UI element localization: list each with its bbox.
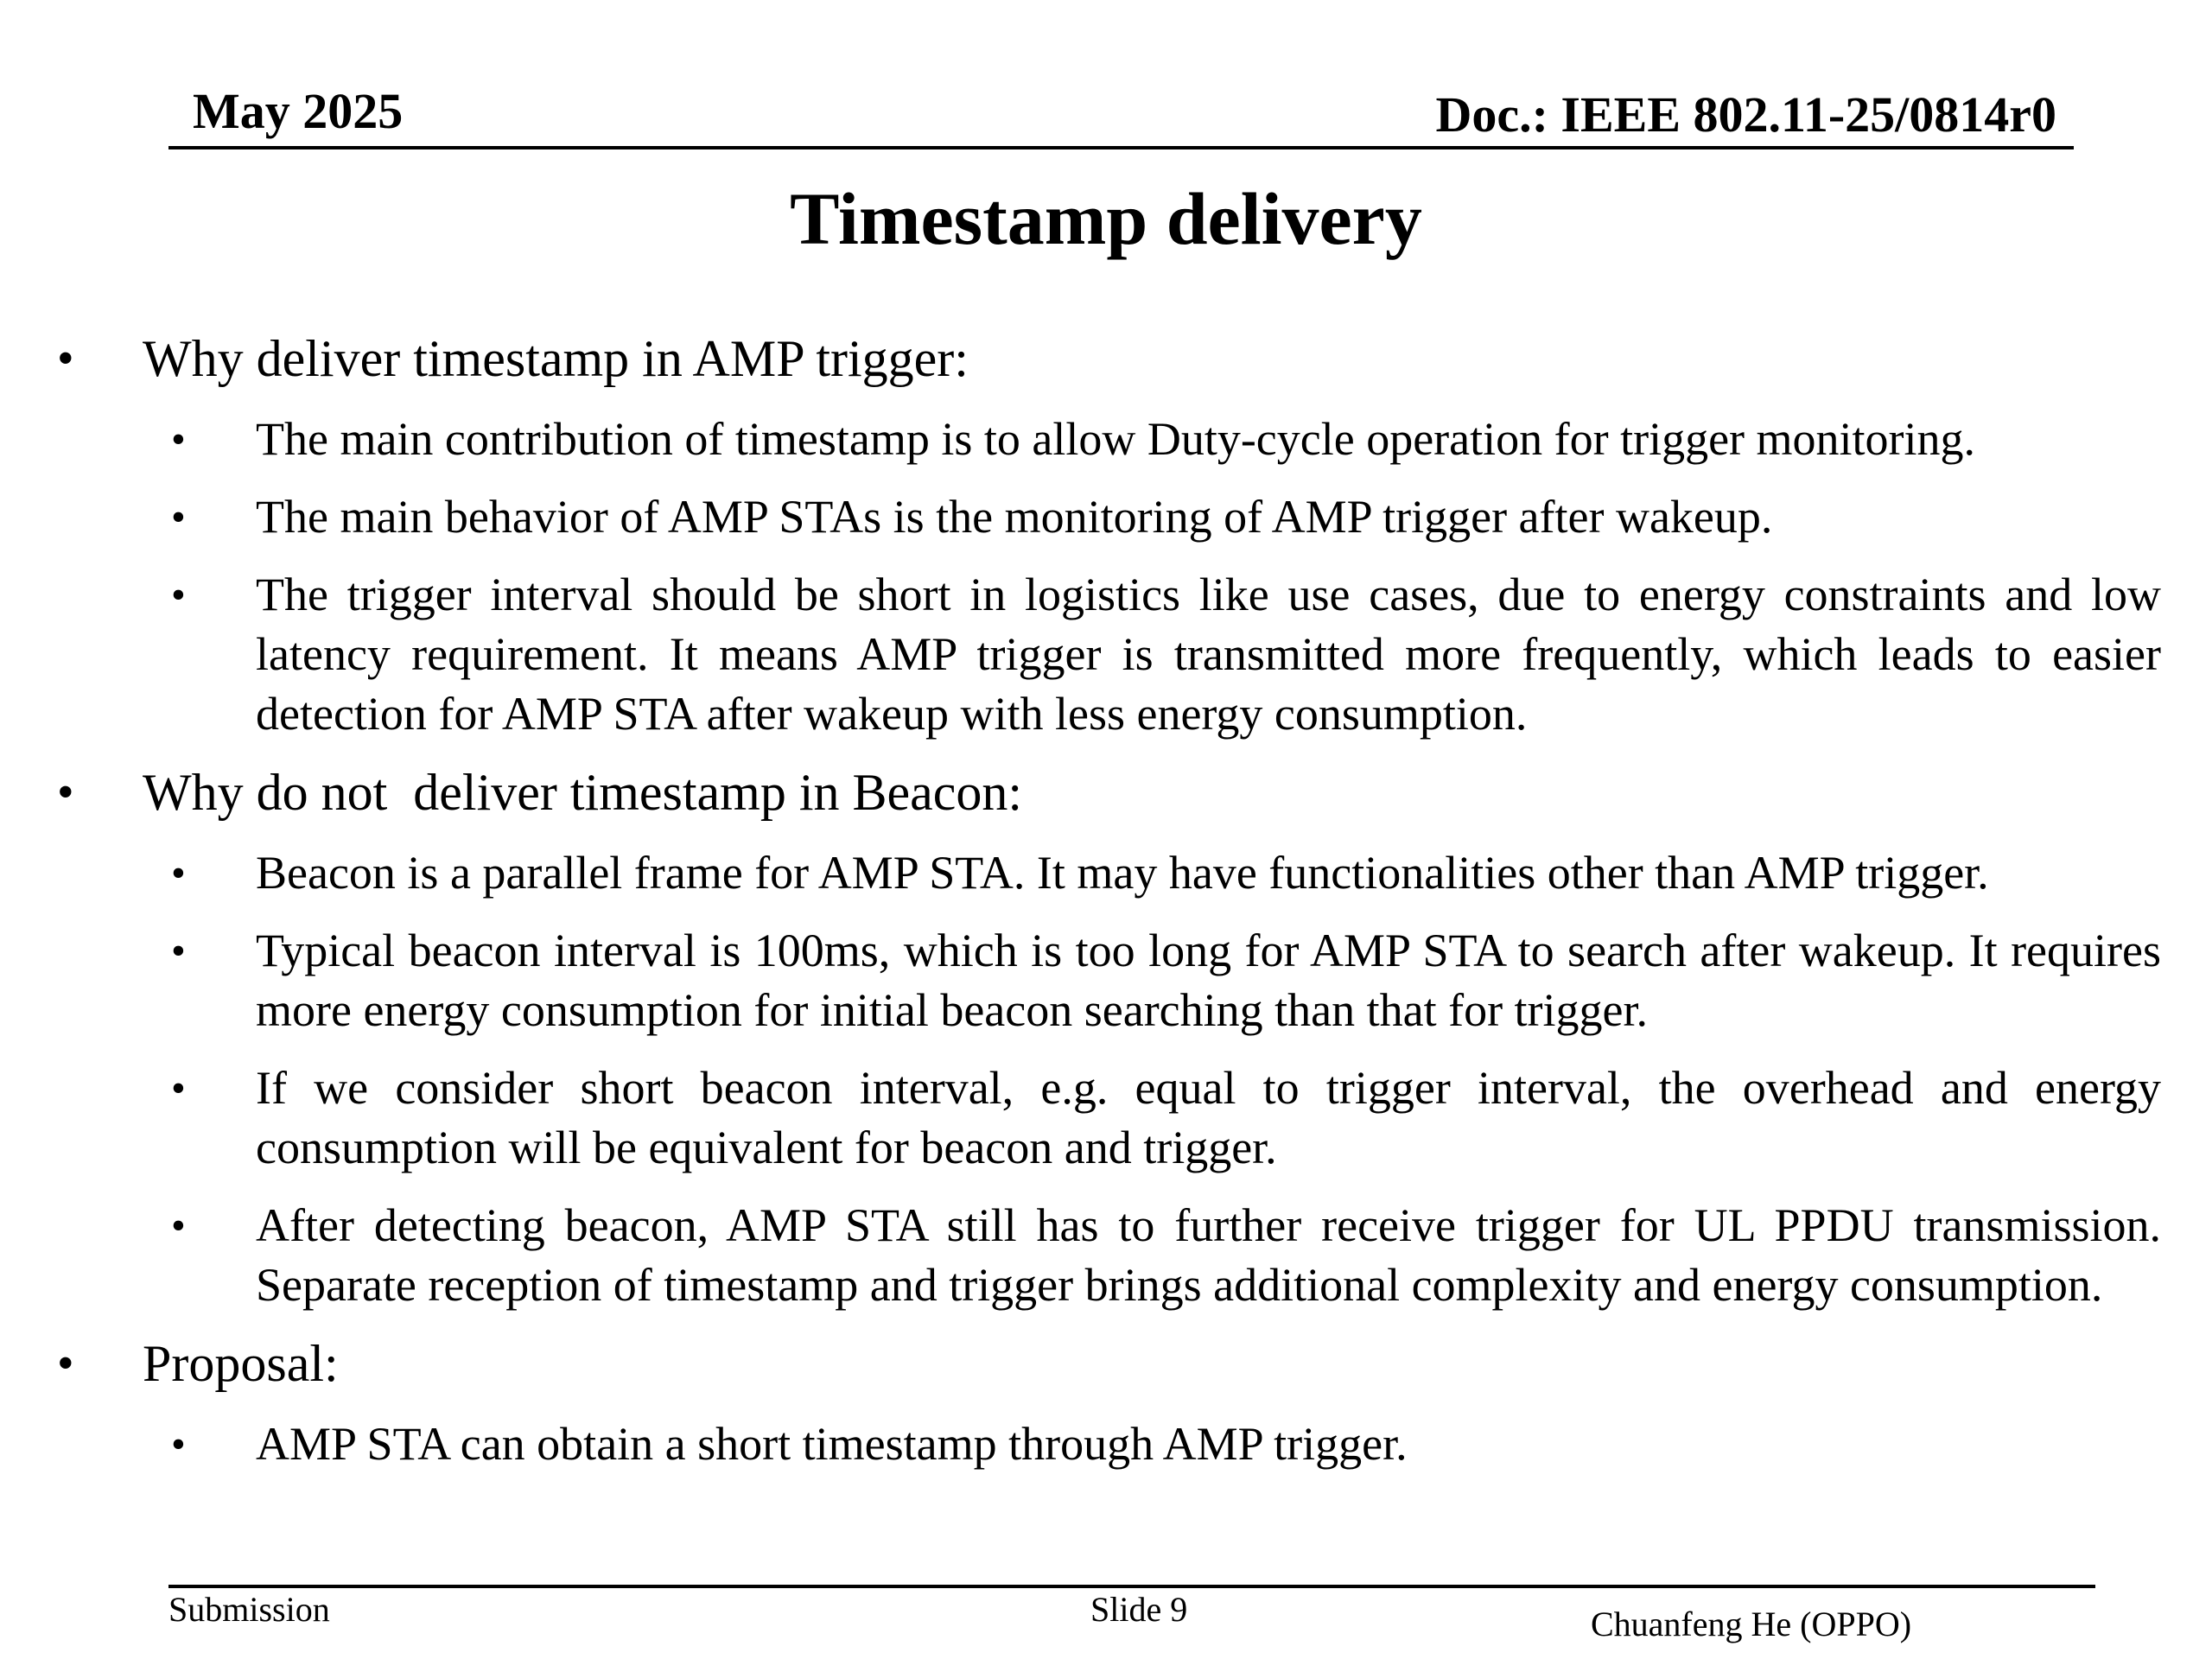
slide-body [0, 328, 2212, 1492]
section-heading [0, 1333, 2087, 1394]
section-heading [0, 328, 2087, 389]
bullet-icon: • [57, 766, 74, 819]
bullet-item-text: If we consider short beacon interval, e.g. equal to trigger interval, the overhead and energy consumption will be equivalent for beacon and trigger. [256, 1062, 2161, 1173]
bullet-icon: • [57, 1337, 74, 1390]
bullet-item [0, 487, 2159, 547]
bullet-item-text: The trigger interval should be short in logistics like use cases, due to energy constraints and low latency requirement. It means AMP trigger is transmitted more frequently, which leads to easier detection for AMP STA after wakeup with less energy consumption. [256, 569, 2161, 740]
bullet-icon: • [171, 1203, 186, 1249]
bullet-icon: • [171, 1421, 186, 1467]
bullet-item-text: Beacon is a parallel frame for AMP STA. It may have functionalities other than AMP trigger. [256, 847, 1989, 899]
section-heading-text: Why deliver timestamp in AMP trigger: [143, 330, 969, 387]
section-heading-text: Proposal: [143, 1335, 339, 1392]
bullet-item [0, 1414, 2159, 1474]
bullet-icon: • [171, 928, 186, 974]
bullet-item [0, 921, 2159, 1040]
bullet-item [0, 1058, 2159, 1178]
section-heading [0, 762, 2087, 823]
bullet-item-text: Typical beacon interval is 100ms, which is too long for AMP STA to search after wakeup. It requires more energy consumption for initial beacon searching than that for trigger. [256, 925, 2161, 1036]
bullet-icon: • [171, 1065, 186, 1111]
bullet-item [0, 1196, 2159, 1315]
footer-divider [168, 1585, 2095, 1588]
footer-slide-number: Slide 9 [1090, 1590, 1188, 1629]
bullet-item [0, 410, 2159, 469]
bullet-icon: • [171, 572, 186, 618]
bullet-icon: • [171, 850, 186, 896]
bullet-icon: • [57, 332, 74, 385]
bullet-icon: • [171, 494, 186, 540]
header-doc-id: Doc.: IEEE 802.11-25/0814r0 [1435, 86, 2056, 143]
bullet-item [0, 843, 2159, 903]
footer-submission: Submission [168, 1590, 330, 1629]
bullet-item-text: The main contribution of timestamp is to allow Duty-cycle operation for trigger monitoring. [256, 413, 1976, 465]
bullet-item-text: AMP STA can obtain a short timestamp through AMP trigger. [256, 1418, 1408, 1470]
slide-title: Timestamp delivery [790, 177, 1422, 260]
footer-author: Chuanfeng He (OPPO) [1591, 1605, 1912, 1643]
bullet-item-text: After detecting beacon, AMP STA still has to further receive trigger for UL PPDU transmission. Separate reception of timestamp and trigger brings additional complexity and energy consumption. [256, 1199, 2161, 1311]
section-heading-text: Why do not deliver timestamp in Beacon: [143, 764, 1023, 821]
header-date: May 2025 [193, 83, 404, 139]
bullet-item [0, 565, 2159, 744]
bullet-item-text: The main behavior of AMP STAs is the monitoring of AMP trigger after wakeup. [256, 491, 1773, 543]
bullet-icon: • [171, 416, 186, 462]
header-divider [168, 146, 2074, 149]
